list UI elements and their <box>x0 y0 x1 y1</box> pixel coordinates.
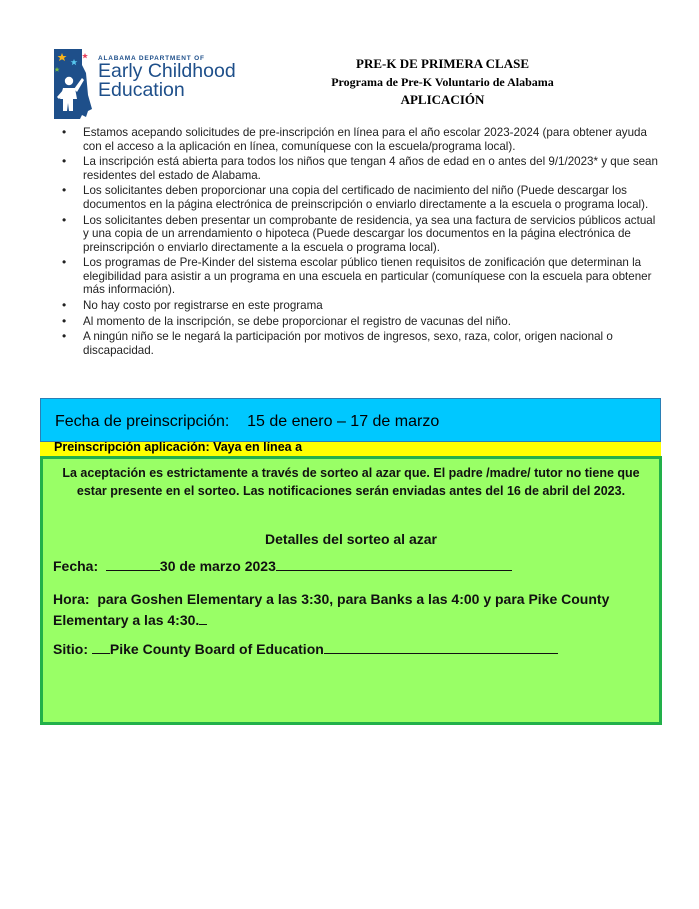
online-application-bar <box>40 442 661 456</box>
lottery-time-value: para Goshen Elementary a las 3:30, para Banks a las 4:00 y para Pike County Elementary a las 4:30. <box>53 591 610 628</box>
title-line-3: APLICACIÓN <box>400 92 485 107</box>
lottery-site-label: Sitio: <box>53 641 88 657</box>
logo <box>52 45 252 123</box>
logo-line-1: Early Childhood <box>98 60 236 82</box>
lottery-time-label: Hora: <box>53 591 90 607</box>
list-item: • Los solicitantes deben proporcionar una copia del certificado de nacimiento del niño (Puede descargar los documentos en la página electrónica de preinscripción o enviarlo directamente a la escuela o programa local). <box>60 184 660 211</box>
requirements-list <box>60 126 660 360</box>
list-item: • No hay costo por registrarse en este programa <box>60 299 660 313</box>
lottery-site-value: Pike County Board of Education <box>109 641 324 657</box>
list-item: • A ningún niño se le negará la participación por motivos de ingresos, sexo, raza, color, origen nacional o discapacidad. <box>60 330 660 357</box>
list-item: • Los programas de Pre-Kinder del sistema escolar público tienen requisitos de zonificación que determinan la elegibilidad para asistir a un programa en una escuela en particular (comuníquese con la escuela para obtener más información). <box>60 256 660 297</box>
lottery-date-field <box>53 556 512 577</box>
list-item: • Los solicitantes deben presentar un comprobante de residencia, ya sea una factura de servicios públicos actual y una copia de un arrendamiento o hipoteca (Puede descargar los documentos en la página electrónica de preinscripción o enviarlo directamente a la escuela o programa local). <box>60 214 660 255</box>
lottery-site-field <box>53 639 558 660</box>
document-title <box>300 55 585 109</box>
underline <box>92 641 110 654</box>
underline <box>324 641 558 654</box>
lottery-details-title: Detalles del sorteo al azar <box>265 531 437 547</box>
list-item: • Al momento de la inscripción, se debe proporcionar el registro de vacunas del niño. <box>60 315 660 329</box>
list-item: • Estamos acepando solicitudes de pre-inscripción en línea para el año escolar 2023-2024 (para obtener ayuda con el acceso a la aplicación en línea, comuníquese con la escuela/programa local). <box>60 126 660 153</box>
underline <box>276 558 512 571</box>
title-line-2: Programa de Pre-K Voluntario de Alabama <box>331 75 554 89</box>
lottery-time-field <box>53 589 643 631</box>
lottery-intro: La aceptación es estrictamente a través de sorteo al azar que. El padre /madre/ tutor no tiene que estar presente en el sorteo. Las notificaciones serán enviadas antes del 16 de abril del 2023. <box>62 466 640 498</box>
preinscription-dates-box <box>40 398 661 442</box>
lottery-details-box <box>40 456 662 725</box>
title-line-1: PRE-K DE PRIMERA CLASE <box>356 56 529 71</box>
preinscription-dates-text <box>55 413 439 431</box>
list-item: • La inscripción está abierta para todos los niños que tengan 4 años de edad en o antes del 9/1/2023* y que sean residentes del estado de Alabama. <box>60 155 660 182</box>
logo-small-line: ALABAMA DEPARTMENT OF <box>98 55 205 62</box>
logo-text <box>98 55 236 100</box>
alabama-child-logo-icon <box>52 45 96 123</box>
preinscription-dates: 15 de enero – 17 de marzo <box>247 413 440 430</box>
logo-line-2: Education <box>98 79 185 101</box>
underline <box>106 558 160 571</box>
lottery-date-label: Fecha: <box>53 558 99 574</box>
online-application-label: Preinscripción aplicación: Vaya en línea a <box>54 442 303 454</box>
underline <box>199 612 207 625</box>
lottery-date-value: 30 de marzo 2023 <box>159 558 276 574</box>
preinscription-label: Fecha de preinscripción: <box>55 413 230 430</box>
